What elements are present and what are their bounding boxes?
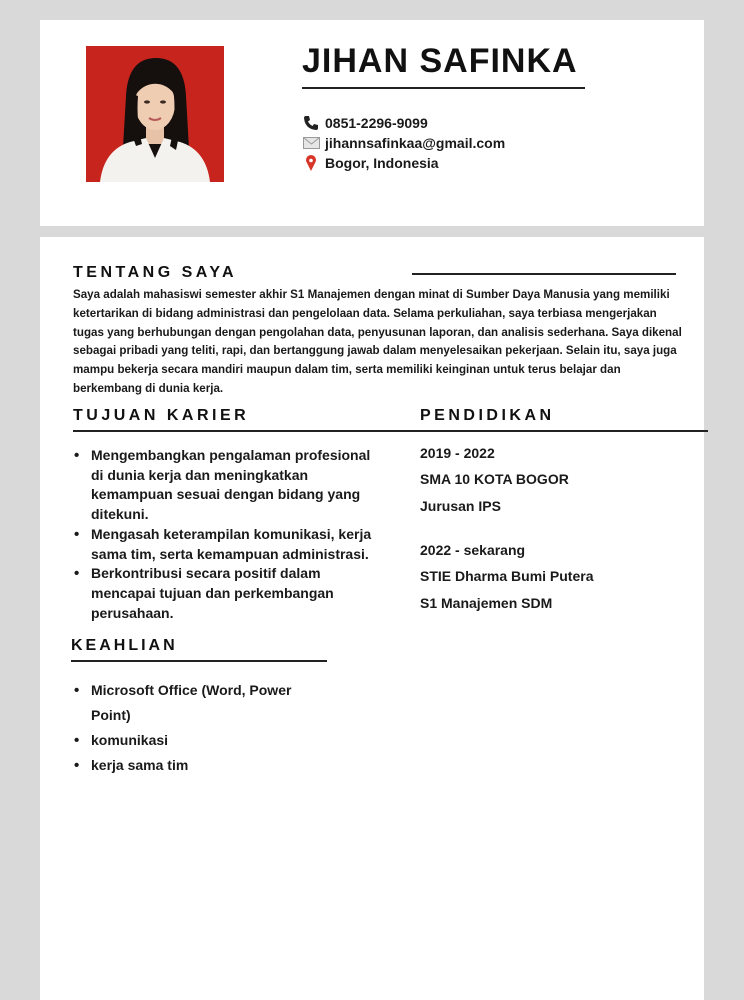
education-period-1: 2019 - 2022 xyxy=(420,445,495,461)
education-major-1: Jurusan IPS xyxy=(420,498,501,514)
name-divider xyxy=(302,87,585,89)
list-item: • Mengembangkan pengalaman profesional di dunia kerja dan meningkatkan kemampuan sesuai dengan bidang yang ditekuni. xyxy=(74,446,384,525)
career-education-divider xyxy=(73,430,708,432)
phone-text: 0851-2296-9099 xyxy=(325,115,428,131)
about-divider xyxy=(412,273,676,275)
email-text: jihannsafinkaa@gmail.com xyxy=(325,135,506,151)
education-title: PENDIDIKAN xyxy=(420,407,555,424)
education-period-2: 2022 - sekarang xyxy=(420,542,526,558)
education-school-2: STIE Dharma Bumi Putera xyxy=(420,568,594,584)
contact-location xyxy=(302,155,439,171)
list-item: • Mengasah keterampilan komunikasi, kerja sama tim, serta kemampuan administrasi. xyxy=(74,525,384,564)
candidate-name: JIHAN SAFINKA xyxy=(302,42,578,80)
phone-icon xyxy=(302,115,320,131)
education-school-1: SMA 10 KOTA BOGOR xyxy=(420,471,569,487)
contact-email xyxy=(302,135,505,151)
career-title: TUJUAN KARIER xyxy=(73,407,250,424)
about-title: TENTANG SAYA xyxy=(73,264,238,281)
about-text: Saya adalah mahasiswi semester akhir S1 Manajemen dengan minat di Sumber Daya Manusia yang memiliki ketertarikan di bidang administrasi dan pengelolaan data. Selama perkuliahan, saya terbiasa mengerjakan tugas yang berhubungan dengan pengolahan data, penyusunan laporan, dan analisis sederhana. Saya dikenal sebagai pribadi yang teliti, rapi, dan bertanggung jawab dalam menyelesaikan pekerjaan. Selain itu, saya juga mampu bekerja secara mandiri maupun dalam tim, serta memiliki keinginan untuk terus belajar dan berkembang di dunia kerja. xyxy=(73,288,682,395)
career-list xyxy=(74,446,384,623)
location-text: Bogor, Indonesia xyxy=(325,155,439,171)
skills-divider xyxy=(71,660,327,662)
skills-list xyxy=(74,678,324,778)
list-item: • Berkontribusi secara positif dalam mencapai tujuan dan perkembangan perusahaan. xyxy=(74,564,384,623)
list-item: • Microsoft Office (Word, Power Point) xyxy=(74,678,324,728)
content-card xyxy=(40,237,704,1000)
list-item: • kerja sama tim xyxy=(74,753,324,778)
list-item: • komunikasi xyxy=(74,728,324,753)
education-major-2: S1 Manajemen SDM xyxy=(420,595,553,611)
profile-photo xyxy=(86,46,224,182)
map-pin-icon xyxy=(302,155,320,171)
contact-phone xyxy=(302,115,428,131)
skills-title: KEAHLIAN xyxy=(71,637,178,654)
envelope-icon xyxy=(302,135,320,151)
header-card xyxy=(40,20,704,226)
